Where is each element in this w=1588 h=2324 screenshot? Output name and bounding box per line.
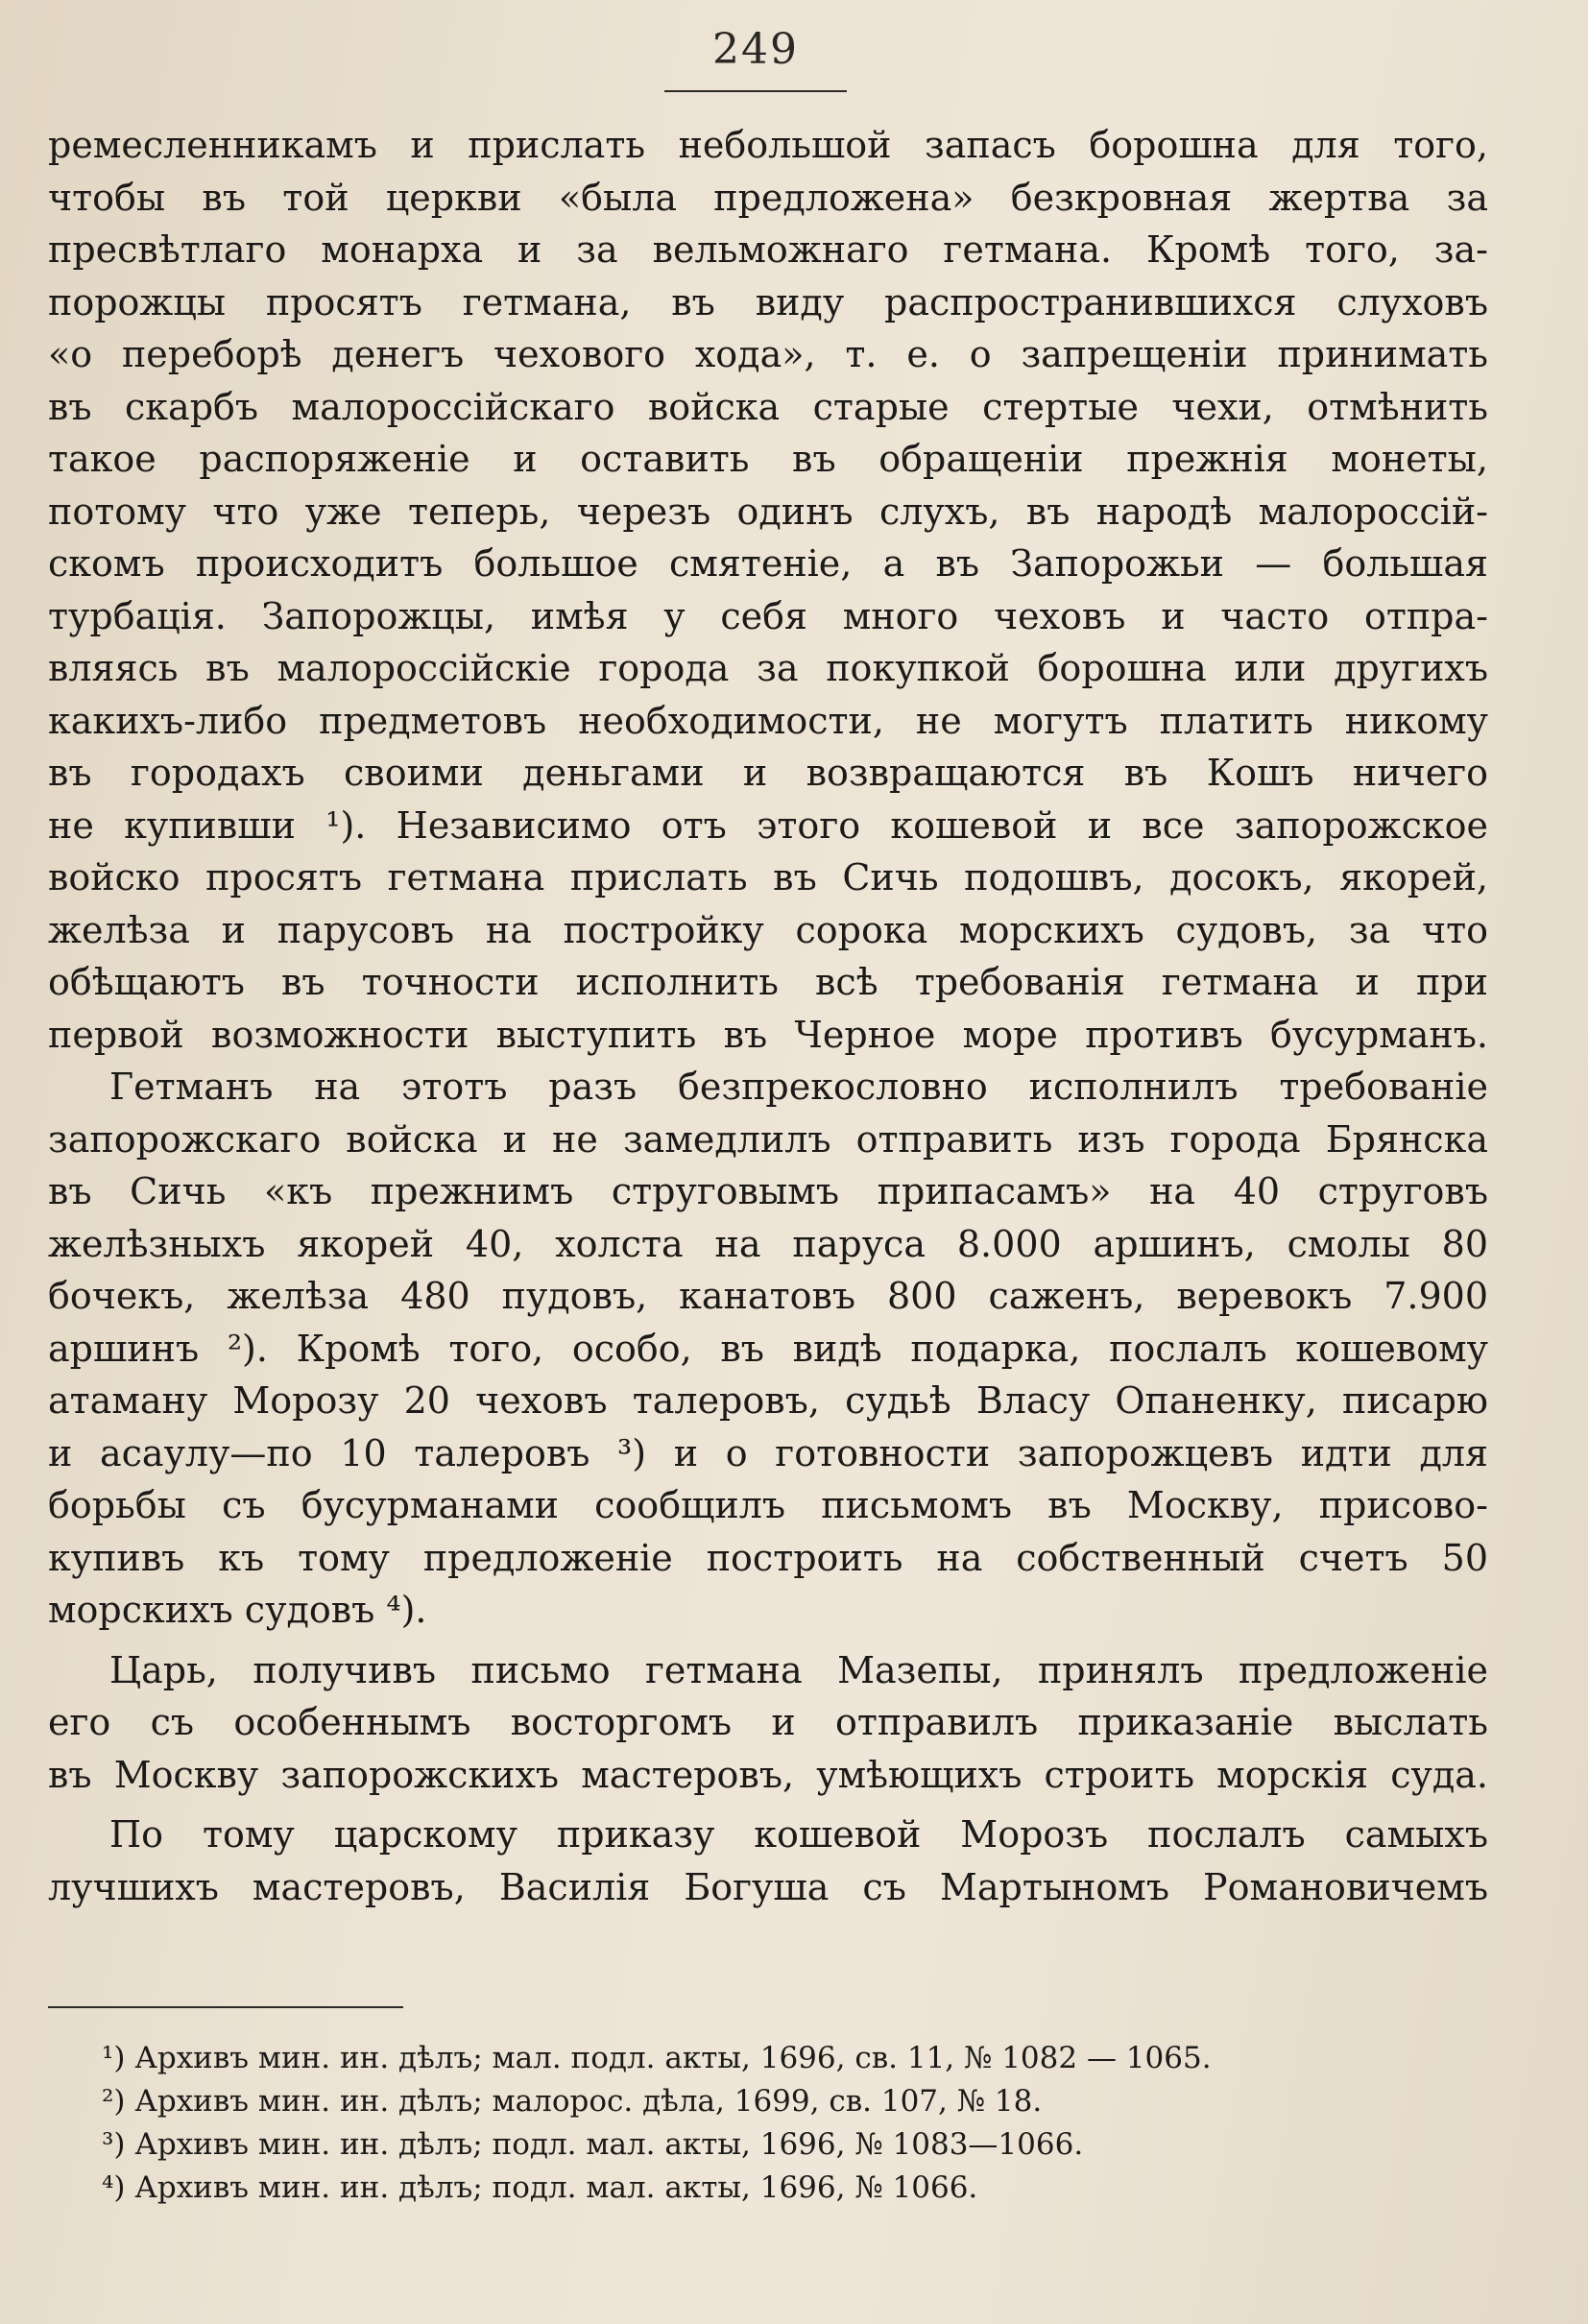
text-line: желѣза и парусовъ на постройку сорока морскихъ судовъ, за что xyxy=(48,908,1488,951)
text-line: не купивши ¹). Независимо отъ этого кошевой и все запорожское xyxy=(48,803,1488,847)
text-line: желѣзныхъ якорей 40, холста на паруса 8.000 аршинъ, смолы 80 xyxy=(48,1222,1488,1265)
paragraph-gap xyxy=(48,1637,1488,1644)
text-line: пресвѣтлаго монарха и за вельможнаго гетмана. Кромѣ того, за- xyxy=(48,228,1488,271)
text-line: ремесленникамъ и прислать небольшой запасъ борошна для того, xyxy=(48,124,1488,166)
text-line: турбація. Запорожцы, имѣя у себя много чеховъ и часто отпра- xyxy=(48,594,1488,637)
text-line: борьбы съ бусурманами сообщилъ письмомъ въ Москву, присово- xyxy=(48,1484,1488,1526)
text-line: бочекъ, желѣза 480 пудовъ, канатовъ 800 саженъ, веревокъ 7.900 xyxy=(48,1275,1488,1317)
text-line: аршинъ ²). Кромѣ того, особо, въ видѣ подарка, послалъ кошевому xyxy=(48,1327,1488,1370)
footnote-4: ⁴) Архивъ мин. ин. дѣлъ; подл. мал. акты, 1696, № 1066. xyxy=(102,2170,978,2205)
footnote-rule xyxy=(48,2006,403,2008)
text-line: лучшихъ мастеровъ, Василія Богуша съ Мартыномъ Романовичемъ xyxy=(48,1865,1488,1908)
footnote-1: ¹) Архивъ мин. ин. дѣлъ; мал. подл. акты, 1696, св. 11, № 1082 — 1065. xyxy=(102,2041,1212,2075)
text-line: «о переборѣ денегъ чехового хода», т. е. о запрещеніи принимать xyxy=(48,333,1488,375)
text-line: въ городахъ своими деньгами и возвращаются въ Кошъ ничего xyxy=(48,752,1488,794)
text-line: въ Москву запорожскихъ мастеровъ, умѣющихъ строить морскія суда. xyxy=(48,1753,1488,1796)
text-line: купивъ къ тому предложеніе построить на собственный счетъ 50 xyxy=(48,1536,1488,1579)
header-rule xyxy=(664,90,847,92)
text-line: и асаулу—по 10 талеровъ ³) и о готовности запорожцевъ идти для xyxy=(48,1431,1488,1474)
text-line: чтобы въ той церкви «была предложена» безкровная жертва за xyxy=(48,176,1488,219)
text-line: вляясь въ малороссійскіе города за покупкой борошна или другихъ xyxy=(48,647,1488,689)
footnotes xyxy=(102,2037,1484,2210)
text-line: морскихъ судовъ ⁴). xyxy=(48,1589,427,1631)
text-line: потому что уже теперь, черезъ одинъ слухъ, въ народѣ малороссій- xyxy=(48,490,1488,533)
paragraph-2 xyxy=(48,1061,1488,1637)
paragraph-4 xyxy=(48,1809,1488,1913)
text-line: запорожскаго войска и не замедлилъ отправить изъ города Брянска xyxy=(48,1117,1488,1161)
text-line: Гетманъ на этотъ разъ безпрекословно исполнилъ требованіе xyxy=(109,1066,1488,1108)
text-line: какихъ-либо предметовъ необходимости, не могутъ платить никому xyxy=(48,699,1488,742)
text-line: въ скарбъ малороссійскаго войска старые стертые чехи, отмѣнить xyxy=(48,385,1488,428)
text-line: войско просятъ гетмана прислать въ Сичь подошвъ, досокъ, якорей, xyxy=(48,856,1488,898)
text-line: Царь, получивъ письмо гетмана Мазепы, принялъ предложеніе xyxy=(109,1648,1488,1691)
text-line: порожцы просятъ гетмана, въ виду распространившихся слуховъ xyxy=(48,280,1488,323)
text-line: скомъ происходитъ большое смятеніе, а въ Запорожьи — большая xyxy=(48,542,1488,585)
text-line: въ Сичь «къ прежнимъ струговымъ припасамъ» на 40 струговъ xyxy=(48,1170,1488,1212)
paragraph-3 xyxy=(48,1644,1488,1802)
text-line: атаману Морозу 20 чеховъ талеровъ, судьѣ Власу Опаненку, писарю xyxy=(48,1379,1488,1422)
text-line: его съ особеннымъ восторгомъ и отправилъ приказаніе выслать xyxy=(48,1701,1488,1743)
text-line: По тому царскому приказу кошевой Морозъ послалъ самыхъ xyxy=(109,1813,1488,1856)
paragraph-gap xyxy=(48,1801,1488,1809)
footnote-2: ²) Архивъ мин. ин. дѣлъ; малорос. дѣла, 1699, св. 107, № 18. xyxy=(102,2084,1043,2119)
page-number: 249 xyxy=(712,25,799,74)
footnote-3: ³) Архивъ мин. ин. дѣлъ; подл. мал. акты, 1696, № 1083—1066. xyxy=(102,2127,1084,2162)
text-line: обѣщаютъ въ точности исполнить всѣ требованія гетмана и при xyxy=(48,961,1488,1003)
paragraph-1 xyxy=(48,119,1488,1061)
text-line: такое распоряженіе и оставить въ обращеніи прежнія монеты, xyxy=(48,438,1488,480)
body-text xyxy=(48,119,1488,1913)
text-line: первой возможности выступить въ Черное море противъ бусурманъ. xyxy=(48,1013,1488,1056)
